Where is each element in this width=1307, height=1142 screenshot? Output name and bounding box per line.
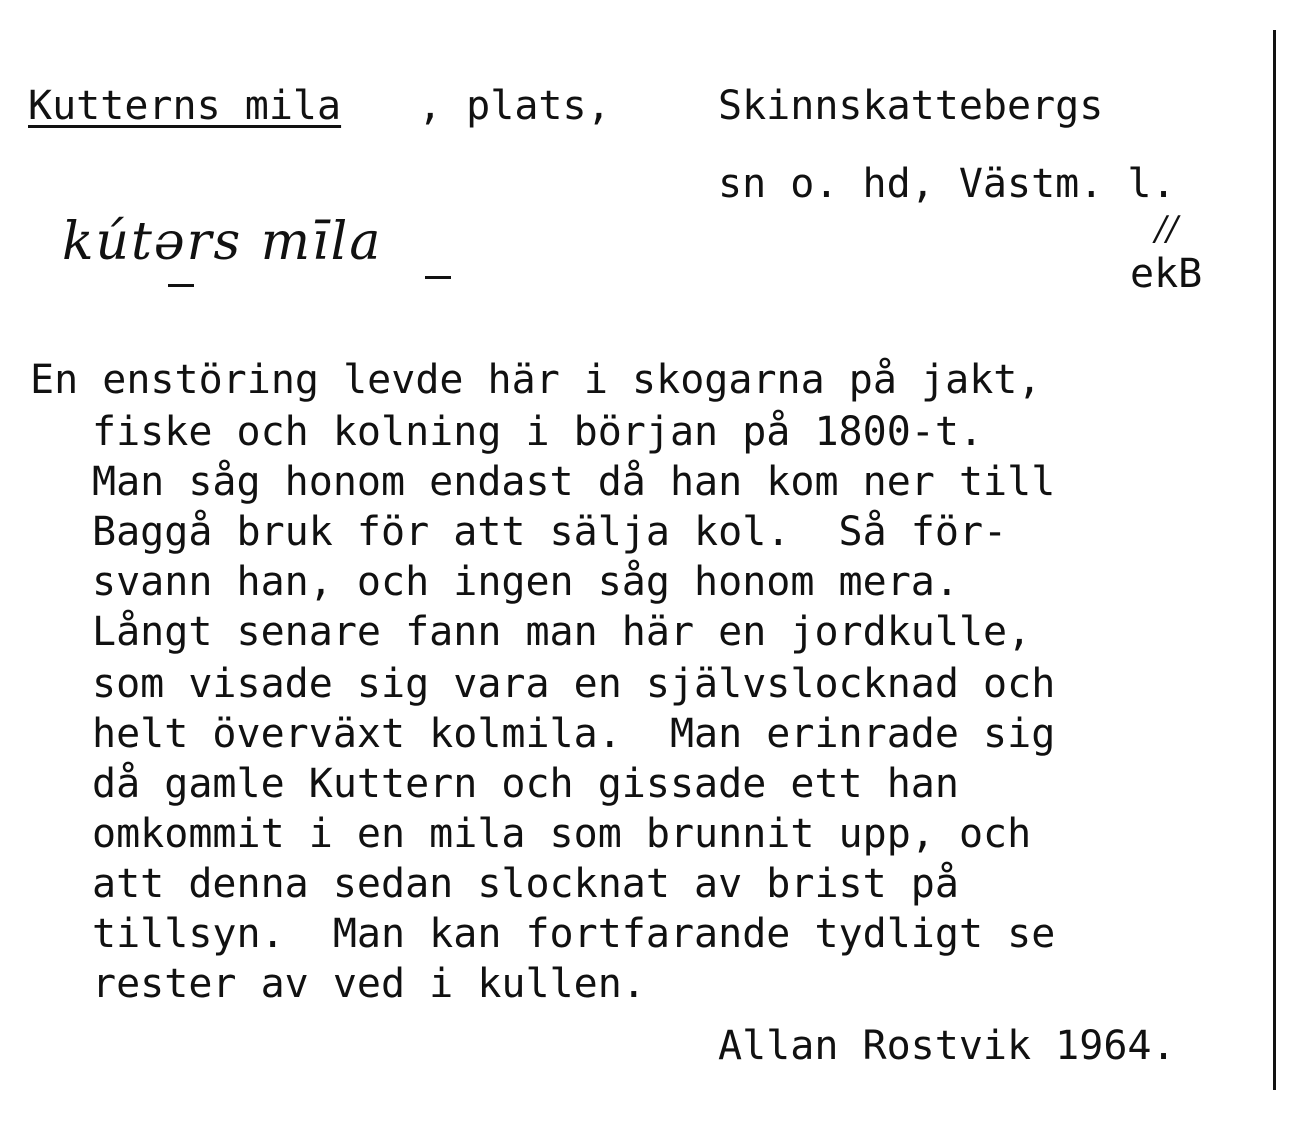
body-text-line: helt överväxt kolmila. Man erinrade sig — [92, 711, 1056, 757]
body-text-line: fiske och kolning i början på 1800-t. — [92, 409, 984, 455]
author-and-year: Allan Rostvik 1964. — [718, 1023, 1176, 1069]
card-edge-line — [1273, 30, 1276, 1090]
place-name-title: Kutterns mila — [28, 83, 342, 129]
location-line-2: sn o. hd, Västm. l. — [718, 161, 1176, 207]
pronunciation-mark — [425, 276, 451, 279]
recorder-signature: ekB — [1130, 251, 1203, 297]
pronunciation-mark — [168, 284, 194, 287]
body-text-line: som visade sig vara en självslocknad och — [92, 661, 1056, 707]
body-text-line: då gamle Kuttern och gissade ett han — [92, 761, 959, 807]
handwritten-pronunciation: kútərs mīla — [62, 212, 383, 272]
body-text-line: En enstöring levde här i skogarna på jakt, — [30, 357, 1042, 403]
body-text-line: svann han, och ingen såg honom mera. — [92, 559, 959, 605]
body-text-line: rester av ved i kullen. — [92, 961, 646, 1007]
body-text-line: Man såg honom endast då han kom ner till — [92, 459, 1056, 505]
body-text-line: omkommit i en mila som brunnit upp, och — [92, 811, 1032, 857]
body-text-line: Långt senare fann man här en jordkulle, — [92, 609, 1032, 655]
body-text-line: att denna sedan slocknat av brist på — [92, 861, 959, 907]
location-line-1: Skinnskattebergs — [718, 83, 1104, 129]
place-type: , plats, — [418, 83, 611, 129]
body-text-line: tillsyn. Man kan fortfarande tydligt se — [92, 911, 1056, 957]
body-text-line: Baggå bruk för att sälja kol. Så för- — [92, 509, 1008, 555]
handwritten-mark: // — [1155, 209, 1178, 249]
